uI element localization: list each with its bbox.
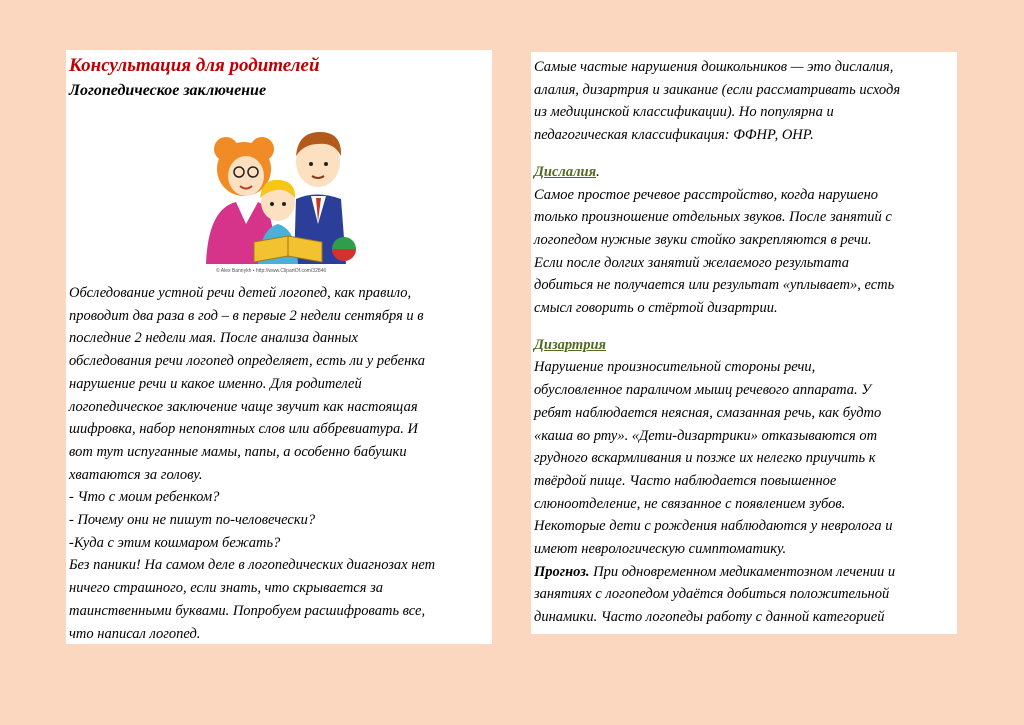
left-line: логопедическое заключение чаще звучит как настоящая — [69, 398, 418, 415]
dysarthria-line: Некоторые дети с рождения наблюдаются у невролога и — [534, 518, 893, 535]
prognosis-text: При одновременном медикаментозном лечении и — [589, 563, 896, 580]
dyslalia-heading: Дислалия — [534, 163, 597, 180]
left-line: Без паники! На самом деле в логопедических диагнозах нет — [69, 557, 436, 574]
family-reading-illustration — [196, 114, 366, 274]
left-line: проводит два раза в год – в первые 2 недели сентября и в — [69, 307, 424, 324]
left-line: Обследование устной речи детей логопед, как правило, — [69, 285, 412, 301]
left-line: обследования речи логопед определяет, есть ли у ребенка — [69, 353, 425, 370]
dysarthria-line: имеют неврологическую симптоматику. — [534, 541, 787, 558]
left-page — [66, 50, 492, 644]
dyslalia-line: только произношение отдельных звуков. После занятий с — [534, 209, 892, 226]
dyslalia-line: Самое простое речевое расстройство, когда нарушено — [534, 186, 879, 203]
dyslalia-line: смысл говорить о стёртой дизартрии. — [534, 300, 778, 317]
intro-line: педагогическая классификация: ФФНР, ОНР. — [534, 127, 814, 144]
left-line: последние 2 недели мая. После анализа данных — [69, 330, 358, 347]
dysarthria-line: Нарушение произносительной стороны речи, — [534, 359, 816, 376]
left-line: нарушение речи и какое именно. Для родителей — [69, 375, 362, 392]
intro-line: Самые частые нарушения дошкольников — это дислалия, — [534, 59, 894, 75]
left-line: - Что с моим ребенком? — [69, 489, 220, 506]
prognosis-line: динамики. Часто логопеды работу с данной категорией — [534, 609, 885, 626]
intro-line: алалия, дизартрия и заикание (если рассматривать исходя — [534, 81, 901, 98]
dysarthria-line: твёрдой пище. Часто наблюдается повышенное — [534, 472, 837, 489]
intro-line: из медицинской классификации). Но популярна и — [534, 104, 834, 121]
dyslalia-heading-line — [534, 161, 954, 184]
illustration-caption: © Alex Bannykh • http://www.ClipartOf.com/32846 — [216, 268, 327, 274]
dysarthria-line: «каша во рту». «Дети-дизартрики» отказываются от — [534, 427, 878, 444]
left-line: ничего страшного, если знать, что скрывается за — [69, 580, 384, 597]
page-subtitle: Логопедическое заключение — [69, 82, 267, 99]
right-page — [531, 52, 957, 634]
left-line: -Куда с этим кошмаром бежать? — [69, 534, 281, 551]
dysarthria-heading: Дизартрия — [534, 336, 606, 353]
page-title: Консультация для родителей — [69, 55, 320, 76]
dysarthria-section — [534, 334, 954, 629]
dysarthria-line: грудного вскармливания и позже их нелегко приучить к — [534, 450, 876, 467]
left-line: хватаются за голову. — [69, 466, 203, 483]
dyslalia-section — [534, 161, 954, 320]
left-line: что написал логопед. — [69, 625, 201, 642]
left-line: - Почему они не пишут по-человечески? — [69, 512, 316, 529]
dysarthria-line: ребят наблюдается неясная, смазанная речь, как будто — [534, 404, 882, 421]
left-line: таинственными буквами. Попробуем расшифровать все, — [69, 602, 426, 619]
dyslalia-line: добиться не получается или результат «уплывает», есть — [534, 277, 895, 294]
left-body-text — [69, 282, 435, 645]
dyslalia-line: Если после долгих занятий желаемого результата — [534, 254, 849, 271]
dyslalia-line: логопедом нужные звуки стойко закрепляются в речи. — [534, 231, 872, 248]
left-line: шифровка, набор непонятных слов или аббревиатура. И — [69, 421, 418, 438]
prognosis-line — [534, 561, 954, 584]
prognosis-line: занятиях с логопедом удаётся добиться положительной — [534, 586, 890, 603]
left-line: вот тут испуганные мамы, папы, а особенно бабушки — [69, 443, 407, 460]
dysarthria-line: слюноотделение, не связанное с появлением зубов. — [534, 495, 846, 512]
prognosis-label: Прогноз. — [534, 563, 590, 580]
dyslalia-heading-dot: . — [596, 163, 600, 180]
dysarthria-line: обусловленное параличом мышц речевого аппарата. У — [534, 382, 871, 399]
intro-paragraph — [534, 56, 954, 147]
